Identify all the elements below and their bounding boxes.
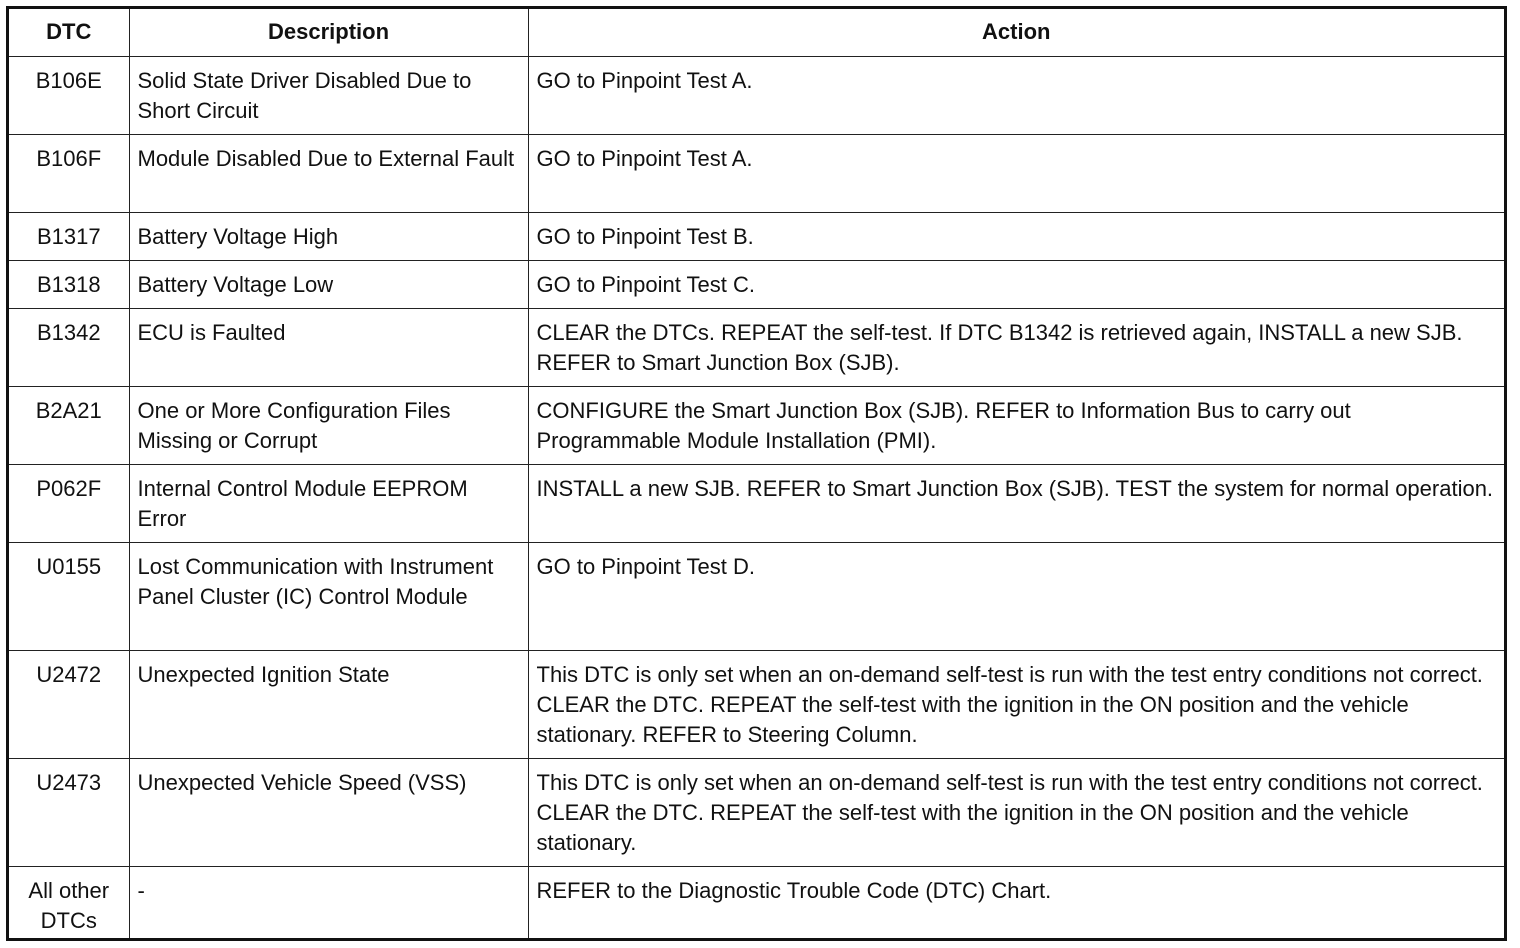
table-row — [9, 212, 1504, 260]
table-row — [9, 56, 1504, 134]
description-cell: Battery Voltage Low — [129, 260, 528, 308]
dtc-code-cell: B1317 — [9, 212, 129, 260]
action-cell: CONFIGURE the Smart Junction Box (SJB). REFER to Information Bus to carry out Programmable Module Installation (PMI). — [528, 386, 1504, 464]
description-cell: Internal Control Module EEPROM Error — [129, 464, 528, 542]
table-row — [9, 260, 1504, 308]
column-header-description: Description — [129, 9, 528, 56]
column-header-dtc: DTC — [9, 9, 129, 56]
action-cell: GO to Pinpoint Test A. — [528, 134, 1504, 212]
action-cell: GO to Pinpoint Test A. — [528, 56, 1504, 134]
dtc-code-cell: B106E — [9, 56, 129, 134]
description-cell: One or More Configuration Files Missing or Corrupt — [129, 386, 528, 464]
table-row — [9, 134, 1504, 212]
action-cell: GO to Pinpoint Test D. — [528, 542, 1504, 650]
table-row — [9, 758, 1504, 866]
action-cell: GO to Pinpoint Test C. — [528, 260, 1504, 308]
dtc-code-cell: B1342 — [9, 308, 129, 386]
table-row — [9, 650, 1504, 758]
table-row — [9, 386, 1504, 464]
table-header-row — [9, 9, 1504, 56]
description-cell: Module Disabled Due to External Fault — [129, 134, 528, 212]
dtc-code-cell: U2473 — [9, 758, 129, 866]
dtc-code-cell: U0155 — [9, 542, 129, 650]
description-cell: Unexpected Vehicle Speed (VSS) — [129, 758, 528, 866]
dtc-code-cell: P062F — [9, 464, 129, 542]
action-cell: REFER to the Diagnostic Trouble Code (DTC) Chart. — [528, 866, 1504, 941]
description-cell: ECU is Faulted — [129, 308, 528, 386]
table-row — [9, 308, 1504, 386]
action-cell: This DTC is only set when an on-demand self-test is run with the test entry conditions not correct. CLEAR the DTC. REPEAT the self-test with the ignition in the ON position and the vehicle stationary. REFER to Steering Column. — [528, 650, 1504, 758]
action-cell: INSTALL a new SJB. REFER to Smart Junction Box (SJB). TEST the system for normal operation. — [528, 464, 1504, 542]
description-cell: Battery Voltage High — [129, 212, 528, 260]
column-header-action: Action — [528, 9, 1504, 56]
table-row — [9, 464, 1504, 542]
description-cell: Lost Communication with Instrument Panel Cluster (IC) Control Module — [129, 542, 528, 650]
action-cell: This DTC is only set when an on-demand self-test is run with the test entry conditions not correct. CLEAR the DTC. REPEAT the self-test with the ignition in the ON position and the vehicle stationary. — [528, 758, 1504, 866]
description-cell: - — [129, 866, 528, 941]
description-cell: Solid State Driver Disabled Due to Short Circuit — [129, 56, 528, 134]
dtc-code-cell: B106F — [9, 134, 129, 212]
dtc-code-cell: B2A21 — [9, 386, 129, 464]
dtc-table — [9, 9, 1504, 941]
table-row — [9, 542, 1504, 650]
dtc-code-cell: B1318 — [9, 260, 129, 308]
description-cell: Unexpected Ignition State — [129, 650, 528, 758]
dtc-code-cell: All other DTCs — [9, 866, 129, 941]
dtc-code-cell: U2472 — [9, 650, 129, 758]
action-cell: CLEAR the DTCs. REPEAT the self-test. If DTC B1342 is retrieved again, INSTALL a new SJB. REFER to Smart Junction Box (SJB). — [528, 308, 1504, 386]
table-row — [9, 866, 1504, 941]
action-cell: GO to Pinpoint Test B. — [528, 212, 1504, 260]
dtc-table-frame — [6, 6, 1507, 941]
